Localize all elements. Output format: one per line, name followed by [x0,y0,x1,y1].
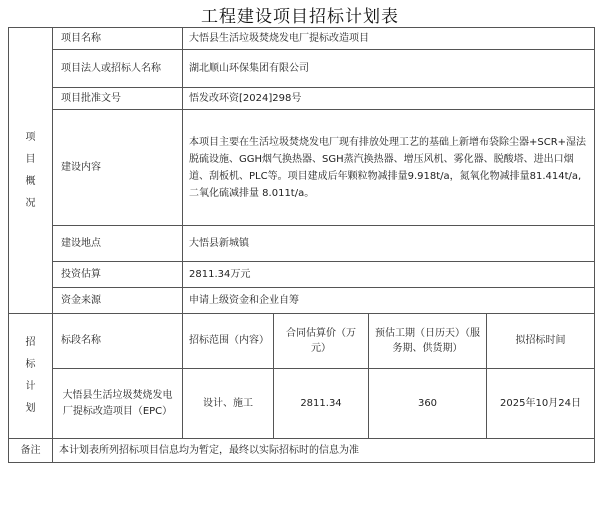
row-label: 投资估算 [53,262,183,288]
row-label: 项目批准文号 [53,88,183,110]
location-value: 大悟县新城镇 [183,226,595,262]
table-row [9,88,595,110]
tender-date-cell: 2025年10月24日 [487,369,595,439]
plan-table [8,27,595,463]
row-label: 资金来源 [53,288,183,314]
note-row [9,439,595,463]
owner-value: 湖北顺山环保集团有限公司 [183,50,595,88]
investment-value: 2811.34万元 [183,262,595,288]
table-row [9,226,595,262]
header-cell: 标段名称 [53,314,183,369]
table-row [9,288,595,314]
plan-section-label: 招标计划 [9,314,53,439]
table-row [9,28,595,50]
table-row [9,262,595,288]
table-row [9,50,595,88]
project-name-value: 大悟县生活垃圾焚烧发电厂提标改造项目 [183,28,595,50]
overview-section-label: 项目概况 [9,28,53,314]
row-label: 项目法人或招标人名称 [53,50,183,88]
table-row [9,110,595,226]
page-title: 工程建设项目招标计划表 [201,7,399,27]
approval-number-value: 悟发改环资[2024]298号 [183,88,595,110]
funding-source-value: 申请上级资金和企业自筹 [183,288,595,314]
row-label: 项目名称 [53,28,183,50]
plan-data-row [9,369,595,439]
header-cell: 拟招标时间 [487,314,595,369]
contract-price-cell: 2811.34 [274,369,369,439]
plan-header-row [9,314,595,369]
header-cell: 合同估算价（万元） [274,314,369,369]
section-name-cell: 大悟县生活垃圾焚烧发电厂提标改造项目（EPC） [53,369,183,439]
header-cell: 预估工期（日历天）（服务期、供货期） [369,314,487,369]
construction-content-value: 本项目主要在生活垃圾焚烧发电厂现有排放处理工艺的基础上新增布袋除尘器+SCR+湿法脱硫设施、GGH烟气换热器、SGH蒸汽换热器、增压风机、雾化器、脱酸塔、进出口烟道、刮板机、PLC等。项目建成后年颗粒物减排量9.918t/a，氮氧化物减排量81.414t/a,二氧化硫减排量 8.011t/a。 [183,110,595,226]
note-label: 备注 [9,439,53,463]
scope-cell: 设计、施工 [183,369,274,439]
row-label: 建设地点 [53,226,183,262]
duration-cell: 360 [369,369,487,439]
note-text: 本计划表所列招标项目信息均为暂定，最终以实际招标时的信息为准 [53,439,595,463]
row-label: 建设内容 [53,110,183,226]
header-cell: 招标范围（内容） [183,314,274,369]
